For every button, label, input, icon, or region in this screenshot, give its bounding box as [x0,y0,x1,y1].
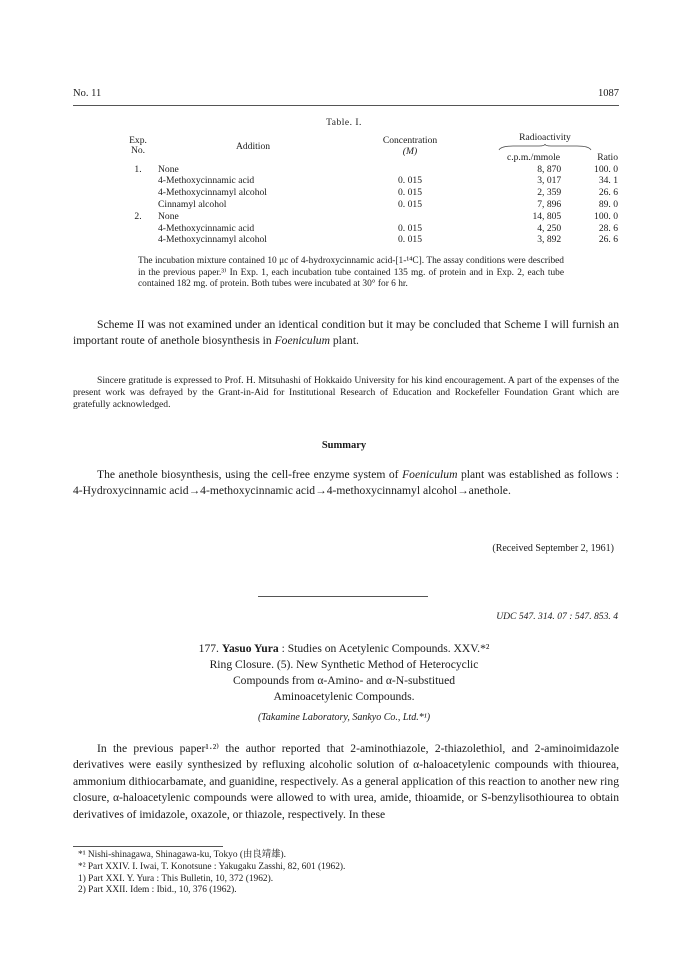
table-row: 4-Methoxycinnamyl alcohol 0. 015 2, 359 26. 6 [158,187,618,199]
summary-text: The anethole biosynthesis, using the cell-free enzyme system of Foeniculum plant was established as follows : 4-Hydroxycinnamic acid→4-methoxycinnamic acid→4-methoxycinnamyl alcohol→anethole. [73,468,619,497]
footnote: 1) Part XXI. Y. Yura : This Bulletin, 10, 372 (1962). [78,873,274,884]
footnote: *² Part XXIV. I. Iwai, T. Konotsune : Yakugaku Zasshi, 82, 601 (1962). [78,861,346,872]
article-title: 177. Yasuo Yura : Studies on Acetylenic Compounds. XXV.*² Ring Closure. (5). New Synthetic Method of Heterocyclic Compounds from α-Amino- and α-N-substitued Aminoacetylenic Compounds. [198,642,490,703]
table-row: Cinnamyl alcohol 0. 015 7, 896 89. 0 [158,198,618,210]
acknowledgement: Sincere gratitude is expressed to Prof. H. Mitsuhashi of Hokkaido University for his kind encouragement. A part of the expenses of the present work was defrayed by the Grant-in-Aid for Institutional Research of Education and Rockefeller Foundation Grant which are gratefully acknowledged. [73,375,619,410]
received-date: (Received September 2, 1961) [492,543,614,554]
table-footnote: The incubation mixture contained 10 μc of 4-hydroxycinnamic acid-[1-¹⁴C]. The assay conditions were described in the previous paper.³⁾ In Exp. 1, each incubation tube contained 135 mg. of protein and in Exp. 2, each tube contained 182 mg. of protein. Both tubes were incubated at 30° for 6 hr. [138,256,564,290]
radioactivity-brace [495,144,595,152]
footnotes [78,850,618,897]
col-radioactivity-header: Radioactivity [519,132,571,143]
table-row: 4-Methoxycinnamic acid 0. 015 4, 250 28. 6 [158,222,618,234]
scheme-paragraph: Scheme II was not examined under an identical condition but it may be concluded that Scheme I will furnish an important route of anethole biosynthesis in Foeniculum plant. [73,318,619,347]
footnote-rule [73,846,223,847]
col-exp-header-2: No. [130,145,146,156]
table-caption: Table. I. [326,118,362,128]
running-header-issue: No. 11 [73,88,102,99]
table-row: 4-Methoxycinnamic acid 0. 015 3, 017 34. 1 [158,175,618,187]
footnote: 2) Part XXII. Idem : Ibid., 10, 376 (1962). [78,885,237,896]
table-row: 1. None 8, 870 100. 0 [134,163,618,175]
table-row: 4-Methoxycinnamyl alcohol 0. 015 3, 892 26. 6 [158,234,618,246]
affiliation: (Takamine Laboratory, Sankyo Co., Ltd.*¹) [257,712,431,723]
intro-paragraph: In the previous paper¹·²⁾ the author reported that 2-aminothiazole, 2-thiazolethiol, and 2-aminoimidazole derivatives were easily synthesized by refluxing alcoholic solution of α-haloacetylenic compounds with thiourea, ammonium dithiocarbamate, and guanidine, respectively. As a general application of this reaction to another new ring closure, α-haloacetylenic compounds were allowed to with urea, amide, thioamide, or S-benzylisothiourea to obtain derivatives of imidazole, oxazole, or thiazole, respectively. In these [73,742,619,821]
col-concentration-header: Concentration [382,135,438,146]
col-ratio-header: Ratio [597,151,618,163]
section-divider [258,596,428,597]
page-number: 1087 [598,88,619,99]
summary-heading: Summary [321,440,367,451]
radioactivity-table [118,132,618,246]
footnote: *¹ Nishi-shinagawa, Shinagawa-ku, Tokyo (由良靖雄). [78,850,286,860]
col-cpm-header: c.p.m./mmole [506,151,560,163]
col-exp-header: Exp. [129,135,147,146]
header-rule [73,105,619,106]
udc-code: UDC 547. 314. 07 : 547. 853. 4 [496,611,618,622]
col-concentration-unit: (M) [402,146,418,157]
col-addition-header: Addition [235,141,271,152]
table-row: 2. None 14, 805 100. 0 [134,210,618,222]
